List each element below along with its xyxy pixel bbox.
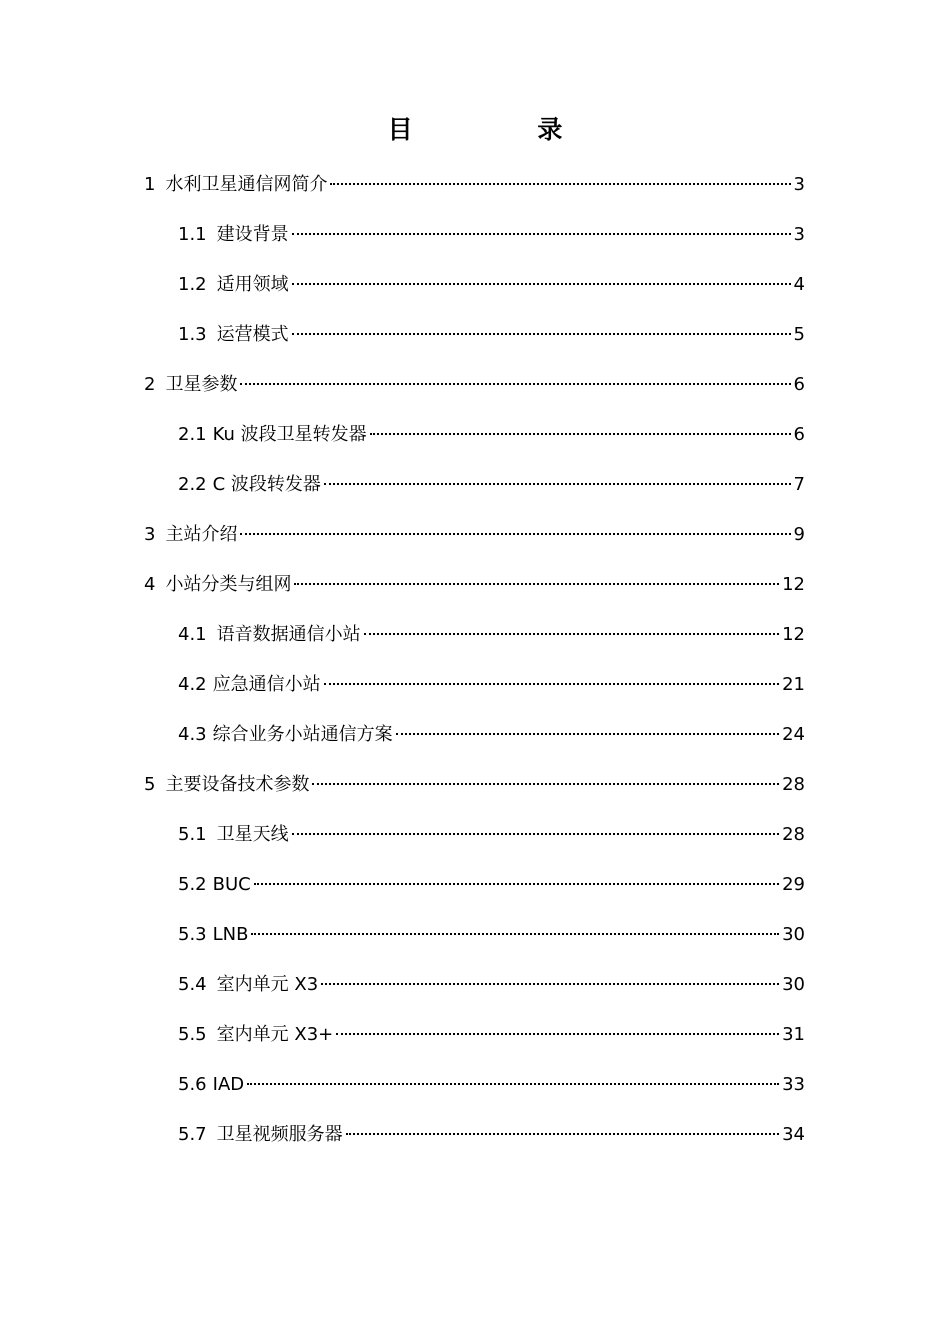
toc-entry-page: 34 (782, 1124, 805, 1145)
toc-entry-title: 卫星参数 (165, 374, 238, 395)
toc-entry-number: 3 (144, 524, 156, 545)
toc-entry-title: 建设背景 (216, 224, 289, 245)
toc-entry[interactable] (178, 1020, 805, 1050)
toc-entry-page: 29 (782, 874, 805, 895)
toc-entry-page: 30 (782, 924, 805, 945)
toc-entry-page: 4 (793, 274, 805, 295)
toc-dot-leader (294, 583, 779, 585)
toc-entry[interactable] (178, 970, 805, 1000)
toc-entry-number: 4 (144, 574, 156, 595)
toc-entry[interactable] (144, 770, 805, 800)
toc-entry-page: 31 (782, 1024, 805, 1045)
toc-entry[interactable] (178, 320, 805, 350)
toc-entry[interactable] (178, 1070, 805, 1100)
toc-entry-title: 水利卫星通信网简介 (165, 174, 328, 195)
toc-entry-number: 1.1 (178, 224, 207, 245)
toc-entry-page: 21 (782, 674, 805, 695)
toc-entry-page: 6 (793, 424, 805, 445)
toc-dot-leader (240, 533, 790, 535)
toc-entry-number: 5.5 (178, 1024, 207, 1045)
toc-entry-title: 语音数据通信小站 (216, 624, 361, 645)
toc-entry[interactable] (178, 820, 805, 850)
toc-dot-leader (247, 1083, 779, 1085)
toc-entry-page: 12 (782, 624, 805, 645)
toc-entry-number: 5.4 (178, 974, 207, 995)
toc-entry-page: 6 (793, 374, 805, 395)
toc-dot-leader (346, 1133, 779, 1135)
toc-entry-number: 5.3 (178, 924, 207, 945)
toc-entry-title: 主站介绍 (165, 524, 238, 545)
toc-entry-page: 28 (782, 774, 805, 795)
toc-dot-leader (396, 733, 779, 735)
toc-entry-number: 5.2 (178, 874, 207, 895)
toc-entry[interactable] (178, 920, 805, 950)
toc-entry-number: 5.7 (178, 1124, 207, 1145)
toc-entry-page: 33 (782, 1074, 805, 1095)
toc-entry-number: 4.2 (178, 674, 207, 695)
toc-dot-leader (312, 783, 779, 785)
toc-entry-page: 5 (793, 324, 805, 345)
toc-dot-leader (324, 483, 791, 485)
toc-entry-number: 1 (144, 174, 156, 195)
toc-entry-page: 28 (782, 824, 805, 845)
toc-entry-title: Ku 波段卫星转发器 (212, 424, 367, 445)
toc-entry-number: 1.2 (178, 274, 207, 295)
toc-entry-number: 4.1 (178, 624, 207, 645)
toc-entry[interactable] (178, 470, 805, 500)
toc-entry-page: 3 (793, 174, 805, 195)
toc-entry-title: IAD (212, 1074, 245, 1095)
toc-dot-leader (321, 983, 779, 985)
toc-dot-leader (292, 833, 779, 835)
toc-entry-title: C 波段转发器 (212, 474, 321, 495)
toc-entry-title: 室内单元 X3+ (216, 1024, 334, 1045)
toc-dot-leader (240, 383, 790, 385)
toc-entry-title: 卫星天线 (216, 824, 289, 845)
toc-entry-number: 4.3 (178, 724, 207, 745)
toc-entry[interactable] (178, 420, 805, 450)
toc-entry-title: 综合业务小站通信方案 (212, 724, 393, 745)
toc-dot-leader (324, 683, 779, 685)
toc-entry-number: 5.1 (178, 824, 207, 845)
toc-entry-number: 2.1 (178, 424, 207, 445)
toc-dot-leader (292, 283, 791, 285)
toc-entry[interactable] (144, 170, 805, 200)
toc-entry-page: 3 (793, 224, 805, 245)
toc-entry-page: 24 (782, 724, 805, 745)
toc-entry[interactable] (178, 1120, 805, 1150)
toc-entry-number: 2 (144, 374, 156, 395)
toc-entry-title: 适用领域 (216, 274, 289, 295)
toc-entry-page: 12 (782, 574, 805, 595)
toc-title: 目 录 (387, 115, 621, 144)
toc-entry[interactable] (178, 620, 805, 650)
toc-dot-leader (292, 233, 791, 235)
toc-entry[interactable] (178, 670, 805, 700)
toc-entry-title: 应急通信小站 (212, 674, 321, 695)
toc-entry-number: 5 (144, 774, 156, 795)
toc-entry-page: 9 (793, 524, 805, 545)
toc-entry-number: 2.2 (178, 474, 207, 495)
toc-entry-title: 小站分类与组网 (165, 574, 292, 595)
toc-dot-leader (336, 1033, 779, 1035)
toc-entry[interactable] (178, 270, 805, 300)
toc-entry-number: 1.3 (178, 324, 207, 345)
toc-entry[interactable] (178, 720, 805, 750)
toc-dot-leader (370, 433, 791, 435)
toc-entry[interactable] (178, 870, 805, 900)
toc-dot-leader (251, 933, 779, 935)
toc-entry-page: 30 (782, 974, 805, 995)
toc-entry[interactable] (178, 220, 805, 250)
toc-entry-title: LNB (212, 924, 249, 945)
toc-entry[interactable] (144, 520, 805, 550)
toc-entry-title: 运营模式 (216, 324, 289, 345)
toc-entry-title: 室内单元 X3 (216, 974, 319, 995)
toc-dot-leader (330, 183, 790, 185)
toc-entry-page: 7 (793, 474, 805, 495)
toc-entry[interactable] (144, 370, 805, 400)
toc-entry-title: 主要设备技术参数 (165, 774, 310, 795)
toc-dot-leader (254, 883, 779, 885)
toc-entry-title: 卫星视频服务器 (216, 1124, 343, 1145)
toc-dot-leader (292, 333, 791, 335)
toc-entry[interactable] (144, 570, 805, 600)
toc-dot-leader (364, 633, 779, 635)
toc-entry-title: BUC (212, 874, 251, 895)
toc-entry-number: 5.6 (178, 1074, 207, 1095)
